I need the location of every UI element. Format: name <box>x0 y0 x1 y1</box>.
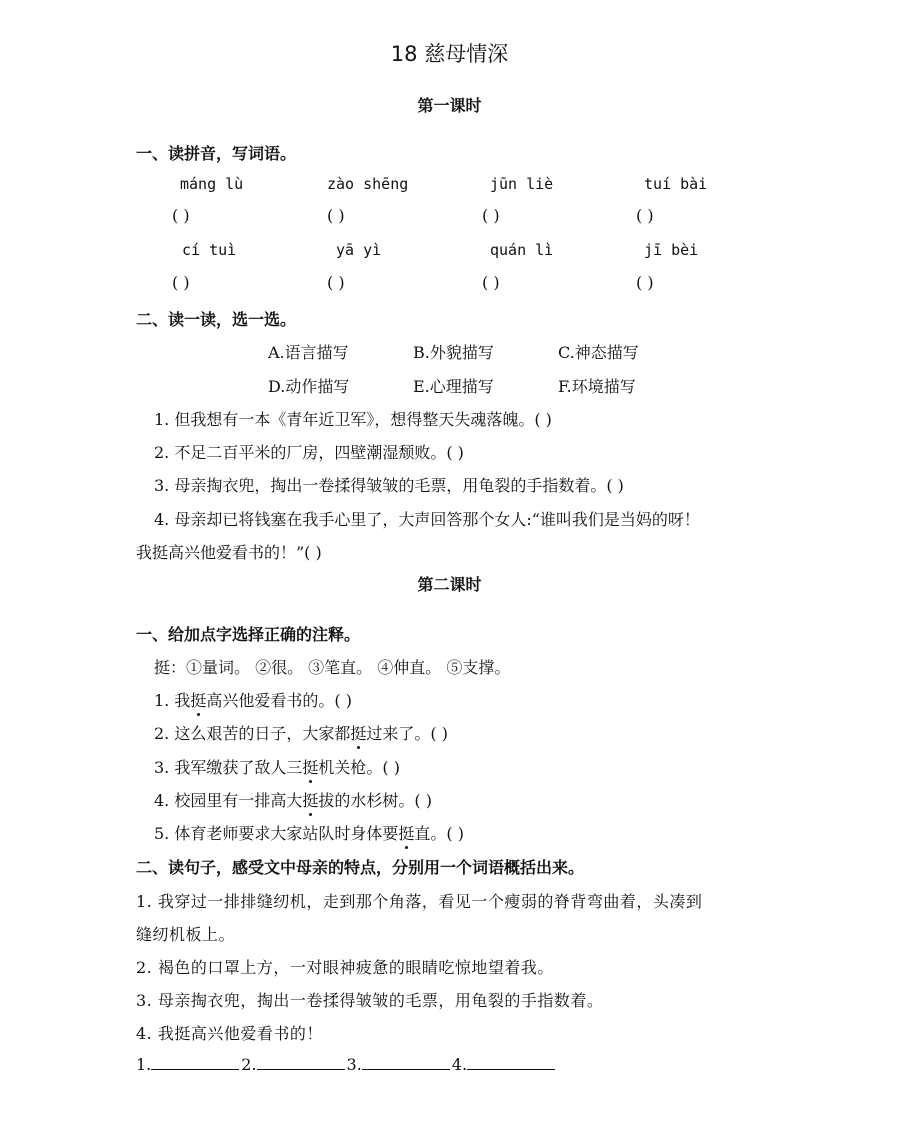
dotted-char: 挺 <box>302 788 318 811</box>
option-c: C.神态描写 <box>558 343 639 362</box>
lesson1-q2-heading: 二、读一读，选一选。 <box>136 310 297 329</box>
option-f: F.环境描写 <box>558 377 636 396</box>
dot-item-4: 4. 校园里有一排高大挺拔的水杉树。( ) <box>154 788 432 811</box>
answer-lines: 1. 2. 3. 4. <box>136 1055 557 1074</box>
answer-blank[interactable] <box>362 1055 450 1070</box>
answer-blank[interactable]: ( ) <box>172 206 190 225</box>
dotted-char: 挺 <box>302 755 318 778</box>
q2-item-1: 1. 但我想有一本《青年近卫军》，想得整天失魂落魄。( ) <box>154 410 552 429</box>
q2-item-3: 3. 母亲掏衣兜，掏出一卷揉得皱皱的毛票，用龟裂的手指数着。( ) <box>154 476 624 495</box>
lesson2-q2-heading: 二、读句子，感受文中母亲的特点，分别用一个词语概括出来。 <box>136 858 585 877</box>
sentence-1: 1. 我穿过一排排缝纫机，走到那个角落，看见一个瘦弱的脊背弯曲着，头凑到 <box>136 892 703 911</box>
pinyin-7: quán lì <box>490 241 554 259</box>
answer-blank[interactable] <box>151 1055 239 1070</box>
lesson-2-label: 第二课时 <box>417 575 482 594</box>
answer-blank[interactable]: ( ) <box>172 273 190 292</box>
dot-item-1: 1. 我挺高兴他爱看书的。( ) <box>154 688 352 711</box>
dot-item-2: 2. 这么艰苦的日子，大家都挺过来了。( ) <box>154 721 448 744</box>
option-a: A.语言描写 <box>268 343 349 362</box>
answer-blank[interactable]: ( ) <box>636 273 654 292</box>
lesson2-q1-heading: 一、给加点字选择正确的注释。 <box>136 625 361 644</box>
dotted-char: 挺 <box>190 688 206 711</box>
answer-blank[interactable] <box>467 1055 555 1070</box>
pinyin-2: zào shēng <box>327 175 409 193</box>
sentence-1-cont: 缝纫机板上。 <box>136 925 236 944</box>
answer-blank[interactable]: ( ) <box>327 206 345 225</box>
sentence-3: 3. 母亲掏衣兜，掏出一卷揉得皱皱的毛票，用龟裂的手指数着。 <box>136 991 604 1010</box>
answer-blank[interactable]: ( ) <box>327 273 345 292</box>
pinyin-4: tuí bài <box>644 175 708 193</box>
dot-item-3: 3. 我军缴获了敌人三挺机关枪。( ) <box>154 755 400 778</box>
pinyin-5: cí tuì <box>182 241 237 259</box>
pinyin-6: yā yì <box>336 241 382 259</box>
answer-blank[interactable]: ( ) <box>636 206 654 225</box>
answer-blank[interactable] <box>257 1055 345 1070</box>
option-d: D.动作描写 <box>268 377 350 396</box>
option-e: E.心理描写 <box>413 377 494 396</box>
option-b: B.外貌描写 <box>413 343 494 362</box>
dotted-char: 挺 <box>350 721 366 744</box>
dotted-char: 挺 <box>398 821 414 844</box>
answer-blank[interactable]: ( ) <box>482 273 500 292</box>
definition-note: 挺：①量词。 ②很。 ③笔直。 ④伸直。 ⑤支撑。 <box>154 658 511 677</box>
pinyin-8: jī bèi <box>644 241 699 259</box>
q2-item-4-cont: 我挺高兴他爱看书的！”( ) <box>136 543 322 562</box>
lesson-1-label: 第一课时 <box>417 96 482 115</box>
sentence-4: 4. 我挺高兴他爱看书的！ <box>136 1024 323 1043</box>
dot-item-5: 5. 体育老师要求大家站队时身体要挺直。( ) <box>154 821 464 844</box>
answer-blank[interactable]: ( ) <box>482 206 500 225</box>
lesson1-q1-heading: 一、读拼音，写词语。 <box>136 144 297 163</box>
page-title: 18 慈母情深 <box>390 42 509 66</box>
pinyin-1: máng lù <box>180 175 244 193</box>
pinyin-3: jūn liè <box>490 175 554 193</box>
sentence-2: 2. 褐色的口罩上方，一对眼神疲惫的眼睛吃惊地望着我。 <box>136 958 554 977</box>
q2-item-2: 2. 不足二百平米的厂房，四壁潮湿颓败。( ) <box>154 443 464 462</box>
q2-item-4: 4. 母亲却已将钱塞在我手心里了，大声回答那个女人:“谁叫我们是当妈的呀！ <box>154 510 700 529</box>
